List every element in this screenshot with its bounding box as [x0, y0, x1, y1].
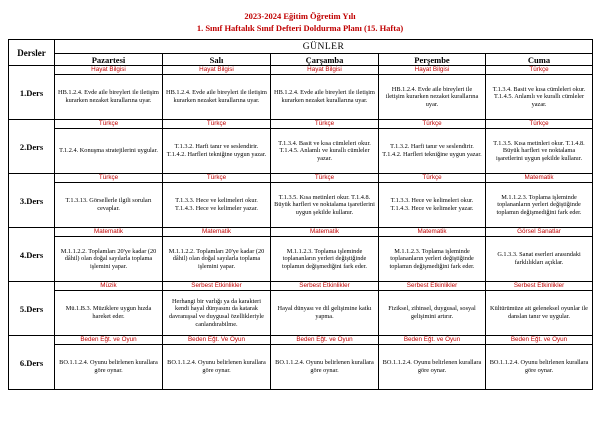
objective-text: HB.1.2.4. Evde aile bireyleri ile iletişim kurarken nezaket kurallarına uyar.	[385, 85, 479, 108]
plan-cell	[271, 174, 379, 228]
subject-label: Beden Eğt. ve Oyun	[486, 336, 592, 345]
plan-cell	[271, 66, 379, 120]
subject-label: Serbest Etkinlikler	[271, 282, 378, 291]
plan-cell	[379, 120, 486, 174]
subject-label: Hayat Bilgisi	[271, 66, 378, 75]
subject-label: Matematik	[55, 228, 162, 237]
subject-label: Türkçe	[486, 120, 592, 129]
objective-text: T.1.3.2. Harfi tanır ve seslendirir. T.1.4.2. Harfleri tekniğine uygun yazar.	[382, 143, 482, 158]
objective-text: T.1.3.13. Görsellerle ilgili soruları cevaplar.	[65, 197, 152, 212]
objective-text: T.1.3.5. Kısa metinleri okur. T.1.4.8. Büyük harfleri ve noktalama işaretlerini uygun şekilde kullanır.	[493, 139, 585, 162]
plan-cell	[486, 336, 593, 390]
subject-label: Serbest Etkinlikler	[486, 282, 592, 291]
objective-text: T.1.3.4. Basit ve kısa cümleleri okur. T.1.4.5. Anlamlı ve kurallı cümleler yazar.	[492, 85, 586, 108]
plan-cell	[486, 282, 593, 336]
subject-label: Matematik	[486, 174, 592, 183]
objective-text: Kültürümüze ait geleneksel oyunlar ile danslan tanır ve uygular.	[490, 305, 588, 320]
objective-text: BO.1.1.2.4. Oyunu belirlenen kurallara göre oynar.	[275, 359, 374, 374]
objective-text: Herhangi bir varlığı ya da karakteri kendi hayal dünyasını da katarak davranışsal ve duygusal özellikleriyle canlandırabilme.	[169, 297, 264, 328]
plan-cell	[55, 282, 163, 336]
subject-label: Türkçe	[163, 120, 270, 129]
lesson-row	[9, 336, 593, 390]
plan-cell	[486, 120, 593, 174]
subject-label: Matematik	[271, 228, 378, 237]
plan-cell	[271, 228, 379, 282]
lesson-row	[9, 66, 593, 120]
lesson-label: 5.Ders	[9, 282, 55, 336]
objective-text: M.1.1.2.3. Toplama işleminde toplananların yerleri değiştiğinde toplamın değişmediğini fark eder.	[496, 193, 582, 216]
objective-text: M.1.1.2.2. Toplamları 20'ye kadar (20 dâhil) olan doğal sayılarla toplama işlemini yapar.	[60, 247, 157, 270]
objective-text: BO.1.1.2.4. Oyunu belirlenen kurallara göre oynar.	[167, 359, 266, 374]
subject-label: Beden Eğt. ve Oyun	[379, 336, 485, 345]
gunler-header: GÜNLER	[55, 40, 593, 54]
plan-cell	[379, 282, 486, 336]
subject-label: Türkçe	[271, 120, 378, 129]
plan-cell	[163, 66, 271, 120]
page-subtitle: 1. Sınıf Haftalık Sınıf Defteri Doldurma Planı (15. Hafta)	[196, 23, 404, 33]
plan-cell	[163, 120, 271, 174]
lesson-label: 3.Ders	[9, 174, 55, 228]
objective-text: Fiziksel, zihinsel, duygusal, sosyal gelişimini artırır.	[388, 305, 476, 320]
subject-label: Türkçe	[271, 174, 378, 183]
subject-label: Görsel Sanatlar	[486, 228, 592, 237]
subject-label: Hayat Bilgisi	[163, 66, 270, 75]
subject-label: Serbest Etkinlikler	[379, 282, 485, 291]
page-title: 2023-2024 Eğitim Öğretim Yılı	[244, 11, 356, 21]
subject-label: Beden Eğt. ve Oyun	[271, 336, 378, 345]
plan-cell	[379, 336, 486, 390]
plan-cell	[163, 174, 271, 228]
plan-cell	[55, 336, 163, 390]
objective-text: BO.1.1.2.4. Oyunu belirlenen kurallara göre oynar.	[59, 359, 158, 374]
plan-cell	[271, 120, 379, 174]
plan-cell	[486, 174, 593, 228]
day-header-2: Salı	[163, 54, 271, 66]
objective-text: T.1.3.3. Hece ve kelimeleri okur. T.1.4.3. Hece ve kelimeler yazar.	[390, 197, 474, 212]
objective-text: HB.1.2.4. Evde aile bireyleri ile iletişim kurarken nezaket kurallarına uyar.	[166, 89, 267, 104]
plan-cell	[379, 174, 486, 228]
subject-label: Beden Eğt. Ve Oyun	[163, 336, 270, 345]
lesson-row	[9, 228, 593, 282]
day-header-1: Pazartesi	[55, 54, 163, 66]
lesson-row	[9, 120, 593, 174]
day-header-5: Cuma	[486, 54, 593, 66]
plan-cell	[163, 282, 271, 336]
objective-text: T.1.3.5. Kısa metinleri okur. T.1.4.8. Büyük harfleri ve noktalama işaretlerini uygun şekilde kullanır.	[274, 193, 375, 216]
lesson-label: 1.Ders	[9, 66, 55, 120]
objective-text: T.1.3.2. Harfi tanır ve seslendirir. T.1.4.2. Harfleri tekniğine uygun yazar.	[166, 143, 267, 158]
objective-text: Hayal dünyası ve dil gelişimine katkı yapma.	[277, 305, 372, 320]
lesson-row	[9, 174, 593, 228]
subject-label: Hayat Bilgisi	[55, 66, 162, 75]
day-header-4: Perşembe	[379, 54, 486, 66]
objective-text: BO.1.1.2.4. Oyunu belirlenen kurallara göre oynar.	[382, 359, 482, 374]
plan-cell	[55, 228, 163, 282]
objective-text: HB.1.2.4. Evde aile bireyleri ile iletişim kurarken nezaket kurallarına uyar.	[58, 89, 159, 104]
subject-label: Serbest Etkinlikler	[163, 282, 270, 291]
objective-text: T.1.3.4. Basit ve kısa cümleleri okur. T.1.4.5. Anlamlı ve kurallı cümleler yazar.	[278, 139, 371, 162]
plan-cell	[55, 66, 163, 120]
plan-cell	[271, 336, 379, 390]
plan-cell	[163, 336, 271, 390]
lesson-row	[9, 282, 593, 336]
subject-label: Matematik	[379, 228, 485, 237]
plan-cell	[55, 174, 163, 228]
objective-text: HB.1.2.4. Evde aile bireyleri ile iletişim kurarken nezaket kurallarına uyar.	[274, 89, 375, 104]
plan-cell	[271, 282, 379, 336]
lesson-label: 4.Ders	[9, 228, 55, 282]
plan-cell	[55, 120, 163, 174]
subject-label: Türkçe	[379, 120, 485, 129]
objective-text: G.1.3.3. Sanat eserleri arasındaki farklılıkları açıklar.	[497, 251, 581, 266]
weekly-plan-table	[8, 39, 593, 390]
subject-label: Türkçe	[55, 120, 162, 129]
plan-cell	[486, 228, 593, 282]
objective-text: M.1.1.2.3. Toplama işleminde toplananların yerleri değiştiğinde toplamın değişmediğini fark eder.	[389, 247, 475, 270]
plan-cell	[163, 228, 271, 282]
objective-text: T.1.2.4. Konuşma stratejilerini uygular.	[59, 147, 158, 155]
day-header-3: Çarşamba	[271, 54, 379, 66]
objective-text: M.1.1.2.2. Toplamları 20'ye kadar (20 dâhil) olan doğal sayılarla toplama işlemini yapar.	[168, 247, 265, 270]
subject-label: Hayat Bilgisi	[379, 66, 485, 75]
objective-text: M.1.1.2.3. Toplama işleminde toplananların yerleri değiştiğinde toplamın değişmediğini fark eder.	[282, 247, 367, 270]
subject-label: Türkçe	[379, 174, 485, 183]
subject-label: Müzik	[55, 282, 162, 291]
lesson-label: 2.Ders	[9, 120, 55, 174]
plan-cell	[379, 66, 486, 120]
subject-label: Beden Eğt. ve Oyun	[55, 336, 162, 345]
objective-text: BO.1.1.2.4. Oyunu belirlenen kurallara göre oynar.	[489, 359, 589, 374]
subject-label: Matematik	[163, 228, 270, 237]
subject-label: Türkçe	[486, 66, 592, 75]
subject-label: Türkçe	[55, 174, 162, 183]
plan-cell	[486, 66, 593, 120]
subject-label: Türkçe	[163, 174, 270, 183]
dersler-header: Dersler	[9, 40, 55, 66]
plan-cell	[379, 228, 486, 282]
lesson-label: 6.Ders	[9, 336, 55, 390]
objective-text: T.1.3.3. Hece ve kelimeleri okur. T.1.4.3. Hece ve kelimeler yazar.	[175, 197, 258, 212]
objective-text: Mü.1.B.3. Müziklere uygun hızda hareket eder.	[65, 305, 152, 320]
